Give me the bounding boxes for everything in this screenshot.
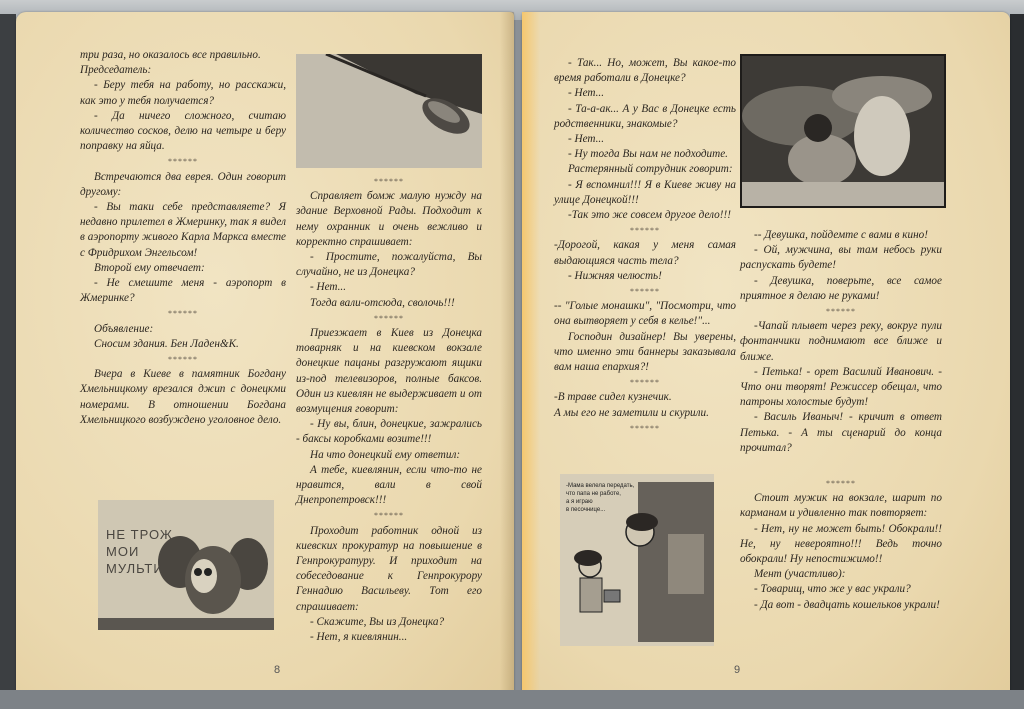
joke-text: Сносим здания. Бен Ладен&К. [94, 337, 239, 350]
joke-text: - Да ничего сложного, считаю количество сосков, делю на четыре и беру поправку на яйца. [80, 109, 286, 153]
joke-text: - Нет... [568, 87, 605, 100]
joke-text: -- "Голые монашки", "Посмотри, что она вытворяет у себя в келье!"... [554, 300, 736, 328]
separator-stars: ****** [826, 479, 856, 489]
joke-text: - Петька! - орет Василий Иванович. - Что они творят! Режиссер обещал, что патроны холостые будут! [740, 365, 942, 409]
joke-text: - Беру тебя на работу, но расскажи, как это у тебя получается? [80, 79, 286, 107]
caption-line: -Мама велела передать, [566, 483, 635, 489]
joke-text: - Вы таки себе представляете? Я недавно прилетел в Жмеринку, так я видел в аэропорту живого Карла Маркса вместе с Фридрихом Энгельсом! [80, 201, 286, 259]
separator-stars: ****** [826, 307, 856, 317]
joke-text: -Дорогой, какая у меня самая выдающияся часть тела? [554, 239, 736, 267]
caption-line: а я играю [566, 499, 593, 505]
separator-stars: ****** [168, 309, 198, 319]
joke-text: - Нет, ну не может быть! Обокрали!! Не, ну невероятно!!! Ведь точно обокрали! Ну непостижимо!! [740, 522, 942, 566]
separator-stars: ****** [374, 511, 404, 521]
scan-backdrop-bottom [0, 690, 1024, 709]
photo-people [740, 54, 946, 208]
joke-text: Растерянный сотрудник говорит: [568, 163, 733, 176]
caption-line: что папа не работе, [566, 491, 621, 497]
joke-text: Господин дизайнер! Вы уверены, что именно эти баннеры заказывала вам наша епархия?! [554, 330, 736, 374]
joke-text: - Нет, я киевлянин... [310, 631, 408, 644]
joke-text: Стоит мужик на вокзале, шарит по карманам и удивленно так повторяет: [740, 492, 942, 520]
separator-stars: ****** [630, 226, 660, 236]
joke-text: три раза, но оказалось все правильно. [80, 49, 261, 61]
joke-text: - Ну вы, блин, донецкие, зажрались - баксы коробками возите!!! [296, 418, 482, 446]
joke-text: - Нет... [310, 281, 347, 294]
joke-text: - Скажите, Вы из Донецка? [310, 615, 445, 628]
joke-text: Второй ему отвечает: [94, 261, 205, 274]
joke-text: А мы его не заметили и скурили. [554, 406, 709, 419]
right-column-1 [554, 56, 736, 436]
joke-text: - Да вот - двадцать кошельков украли! [754, 598, 940, 611]
joke-text: -- Девушка, пойдемте с вами в кино! [754, 229, 929, 241]
joke-text: Председатель: [80, 64, 152, 77]
left-column-1 [80, 48, 286, 428]
separator-stars: ****** [630, 378, 660, 388]
graffiti-line: МОИ [106, 544, 140, 559]
joke-text: Справляет бомж малую нужду на здание Верховной Рады. Подходит к нему охранник и очень вежливо и корректно спрашивает: [296, 190, 482, 248]
joke-text: Вчера в Киеве в памятник Богдану Хмельницкому врезался джип с донецкми номерами. В отношении Богдана Хмельницкого возбуждено уголовное дело. [80, 368, 286, 426]
graffiti-text [106, 526, 173, 577]
scan-edge-left [0, 14, 16, 696]
cartoon-father-child [560, 474, 714, 646]
graffiti-line: МУЛЬТИ [106, 561, 164, 576]
joke-text: - Нижняя челюсть! [568, 269, 662, 282]
caption-line: в песочнице... [566, 507, 606, 513]
joke-text: - Простите, пожалуйста, Вы случайно, не из Донецка? [296, 251, 482, 279]
joke-text: Мент (участливо): [754, 568, 846, 581]
joke-text: Тогда вали-отсюда, сволочь!!! [310, 296, 455, 309]
joke-text: Приезжает в Киев из Донецка товарняк и на киевском вокзале донецкие пацаны разгружают ящики из-под телевизоров, полные баксов. Один из киевлян не выдерживает и от возмущения говорит: [296, 327, 482, 416]
joke-text: - Товарищ, что же у вас украли? [754, 583, 911, 596]
left-page [16, 12, 514, 696]
separator-stars: ****** [168, 355, 198, 365]
separator-stars: ****** [630, 287, 660, 297]
left-column-2 [296, 174, 482, 645]
right-page [522, 12, 1010, 696]
joke-text: - Не смешите меня - аэропорт в Жмеринке? [80, 277, 286, 305]
page-number: 9 [734, 664, 741, 676]
photo-car-on-building [296, 54, 482, 168]
joke-text: - Та-а-ак... А у Вас в Донецке есть родственники, знакомые? [554, 102, 736, 130]
car-photo-illustration [296, 54, 482, 168]
separator-stars: ****** [374, 313, 404, 323]
joke-text: А тебе, киевлянин, если что-то не нравится, вали в свой Днепропетровск!!! [296, 463, 482, 507]
right-column-2 [740, 228, 942, 613]
gutter-highlight [522, 12, 540, 696]
joke-text: Объявление: [94, 322, 154, 335]
cartoon-cheburashka [98, 500, 274, 630]
joke-text: - Девушка, поверьте, все самое приятное я делаю не руками! [740, 274, 942, 302]
joke-text: -Так это же совсем другое дело!!! [568, 209, 731, 222]
joke-text: Встречаются два еврея. Один говорит другому: [80, 170, 286, 198]
joke-text: - Нет... [568, 133, 605, 146]
page-number: 8 [274, 664, 281, 676]
scan-edge-right [1010, 14, 1024, 696]
joke-text: -В траве сидел кузнечик. [554, 391, 672, 404]
joke-text: -Чапай плывет через реку, вокруг пули фонтанчики поднимают все ближе и ближе. [740, 320, 942, 363]
graffiti-line: НЕ ТРОЖ [106, 527, 173, 542]
separator-stars: ****** [168, 157, 198, 167]
joke-text: - Ну тогда Вы нам не подходите. [568, 148, 728, 161]
separator-stars: ****** [374, 177, 404, 186]
joke-text: На что донецкий ему ответил: [310, 448, 461, 461]
people-photo-illustration [742, 56, 944, 206]
joke-text: - Ой, мужчина, вы там небось руки распускать будете! [740, 244, 942, 272]
joke-text: Проходит работник одной из киевских прокуратур на повышение в Генпрокуратуру. И приходит на собеседование к Генпрокурору Геннадию Васильеву. Тот его спрашивает: [296, 524, 482, 613]
gutter-shadow [500, 12, 514, 696]
joke-text: - Так... Но, может, Вы какое-то время работали в Донецке? [554, 57, 736, 85]
separator-stars: ****** [630, 423, 660, 433]
joke-text: - Василь Иваныч! - кричит в ответ Петька. - А ты сценарий до конца прочитал? [740, 411, 942, 454]
joke-text: - Я вспомнил!!! Я в Киеве живу на улице Донецкой!!! [554, 178, 736, 206]
cartoon-caption [566, 482, 634, 514]
